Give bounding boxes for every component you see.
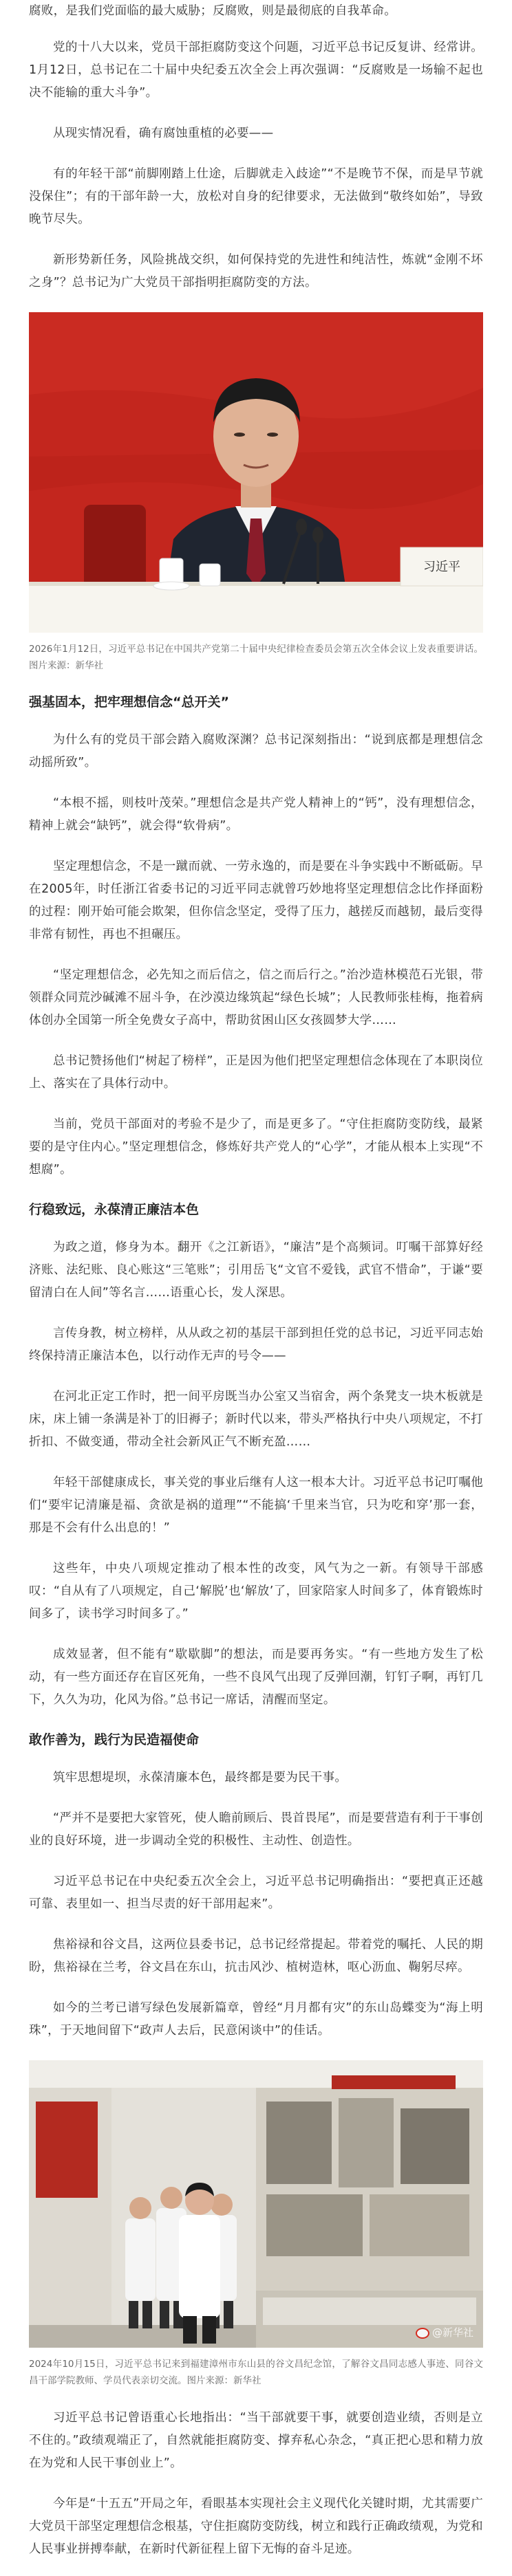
speech-illustration (29, 312, 483, 633)
intro-paragraph-5: 新形势新任务，风险挑战交织，如何保持党的先进性和纯洁性，炼就“金刚不坏之身”？总书记为广大党员干部指明拒腐防变的方法。 (29, 253, 483, 290)
figure-1-caption: 2026年1月12日，习近平总书记在中国共产党第二十届中央纪律检查委员会第五次全体会议上发表重要讲话。图片来源：新华社 (29, 644, 483, 671)
closing-paragraph-2: 今年是“十五五”开局之年，看眼基本实现社会主义现代化关键时期，尤其需要广大党员干部坚定理想信念根基，守住拒腐防变防线，树立和践行正确政绩观，为党和人民事业拼搏奉献，在新时代新征程上留下无悔的奋斗足迹。 (29, 2497, 483, 2556)
section-2-paragraph-1: 为政之道，修身为本。翻开《之江新语》，“廉洁”是个高频词。叮嘱干部算好经济账、法纪账、良心账这“三笔账”；引用岳飞“文官不爱钱，武官不惜命”，于谦“要留清白在人间”等名言……语重心长，发人深思。 (29, 1241, 483, 1300)
intro-paragraph-1: 腐败，是我们党面临的最大威胁；反腐败，则是最彻底的自我革命。 (29, 4, 396, 18)
section-3-paragraph-2: “严并不是要把大家管死，使人瞻前顾后、畏首畏尾”，而是要营造有利于干事创业的良好环境，进一步调动全党的积极性、主动性、创造性。 (29, 1811, 483, 1848)
nameplate-text: 习近平 (423, 560, 460, 574)
watermark-text: @新华社 (431, 2326, 473, 2339)
intro-paragraph-3: 从现实情况看，确有腐蚀重植的必要—— (53, 127, 274, 140)
figure-1 (29, 312, 483, 674)
section-3-paragraph-1: 筑牢思想堤坝，永葆清廉本色，最终都是要为民干事。 (53, 1771, 348, 1784)
section-3-title: 敢作善为，践行为民造福使命 (29, 1732, 200, 1747)
section-3-paragraph-4: 焦裕禄和谷文昌，这两位县委书记，总书记经常提起。带着党的嘱托、人民的期盼，焦裕禄在兰考，谷文昌在东山，抗击风沙、植树造林，呕心沥血、鞠躬尽瘁。 (29, 1938, 483, 1974)
watermark (416, 2325, 473, 2339)
figure-2-caption: 2024年10月15日，习近平总书记来到福建漳州市东山县的谷文昌纪念馆，了解谷文昌同志感人事迹、同谷文昌干部学院教师、学员代表亲切交流。图片来源：新华社 (29, 2359, 483, 2386)
intro-paragraph-2: 党的十八大以来，党员干部拒腐防变这个问题，习近平总书记反复讲、经常讲。1月12日，总书记在二十届中央纪委五次全会上再次强调：“反腐败是一场输不起也决不能输的重大斗争”。 (29, 41, 483, 100)
section-2-paragraph-3: 在河北正定工作时，把一间平房既当办公室又当宿舍，两个条凳支一块木板就是床，床上铺一条满是补丁的旧褥子；新时代以来，带头严格执行中央八项规定，不打折扣、不做变通，带动全社会新风正气不断充盈…… (29, 1390, 483, 1449)
weibo-icon (416, 2328, 429, 2339)
photo-speech[interactable] (29, 312, 483, 633)
intro-paragraph-4: 有的年轻干部“前脚刚踏上仕途，后脚就走入歧途”“不是晚节不保，而是早节就没保住”；有的干部年龄一大，放松对自身的纪律要求，无法做到“敬终如始”，导致晚节尽失。 (29, 167, 483, 226)
section-3-paragraph-5: 如今的兰考已谱写绿色发展新篇章，曾经“月月都有灾”的东山岛蝶变为“海上明珠”，于天地间留下“政声人去后，民意闲谈中”的佳话。 (29, 2001, 483, 2038)
section-1-paragraph-6: 当前，党员干部面对的考验不是少了，而是更多了。“守住拒腐防变防线，最紧要的是守住内心。”坚定理想信念，修炼好共产党人的“心学”，才能从根本上实现“不想腐”。 (29, 1117, 483, 1177)
section-2-paragraph-5: 这些年，中央八项规定推动了根本性的改变，风气为之一新。有领导干部感叹：“自从有了八项规定，自己‘解脱’也‘解放’了，回家陪家人时间多了，体育锻炼时间多了，读书学习时间多了。” (29, 1562, 483, 1621)
section-1-paragraph-4: “坚定理想信念，必先知之而后信之，信之而后行之。”治沙造林模范石光银，带领群众同荒沙碱滩不屈斗争，在沙漠边缘筑起“绿色长城”；人民教师张桂梅，拖着病体创办全国第一所全免费女子高中，帮助贫困山区女孩圆梦大学…… (29, 968, 483, 1027)
section-2-paragraph-6: 成效显著，但不能有“歇歇脚”的想法，而是要再务实。“有一些地方发生了松动，有一些方面还存在盲区死角，一些不良风气出现了反弹回潮，钉钉子啊，再钉几下，久久为功，化风为俗。”总书记一席话，清醒而坚定。 (29, 1648, 483, 1707)
section-1-paragraph-1: 为什么有的党员干部会踏入腐败深渊？总书记深刻指出：“说到底都是理想信念动摇所致”。 (29, 733, 483, 769)
section-2-paragraph-4: 年轻干部健康成长，事关党的事业后继有人这一根本大计。习近平总书记叮嘱他们“要牢记清廉是福、贪欲是祸的道理”“不能搞‘千里来当官，只为吃和穿’那一套，那是不会有什么出息的！” (29, 1476, 483, 1535)
museum-illustration (29, 2060, 483, 2348)
closing-paragraph-1: 习近平总书记曾语重心长地指出：“当干部就要干事，就要创造业绩，否则是立不住的。”政绩观端正了，自然就能拒腐防变、撑弃私心杂念，“真正把心思和精力放在为党和人民干事创业上”。 (29, 2411, 483, 2470)
figure-2 (29, 2060, 483, 2389)
photo-museum-visit[interactable] (29, 2060, 483, 2348)
section-2-paragraph-2: 言传身教，树立榜样，从从政之初的基层干部到担任党的总书记，习近平同志始终保持清正廉洁本色，以行动作无声的号令—— (29, 1327, 483, 1363)
section-1-title: 强基固本，把牢理想信念“总开关” (29, 695, 229, 710)
section-3-paragraph-3: 习近平总书记在中央纪委五次全会上，习近平总书记明确指出：“要把真正还越可靠、表里如一、担当尽责的好干部用起来”。 (29, 1875, 483, 1911)
section-1-paragraph-2: “本根不摇，则枝叶茂荣。”理想信念是共产党人精神上的“钙”，没有理想信念，精神上就会“缺钙”，就会得“软骨病”。 (29, 796, 483, 833)
section-2-title: 行稳致远，永葆清正廉洁本色 (29, 1202, 200, 1217)
section-1-paragraph-3: 坚定理想信念，不是一蹴而就、一劳永逸的，而是要在斗争实践中不断砥砺。早在2005年，时任浙江省委书记的习近平同志就曾巧妙地将坚定理想信念比作择面粉的过程：刚开始可能会欺架，但你信念坚定，受得了压力，越搓反而越韧，最后变得非常有韧性，再也不担碾压。 (29, 860, 483, 941)
section-1-paragraph-5: 总书记赞扬他们“树起了榜样”，正是因为他们把坚定理想信念体现在了本职岗位上、落实在了具体行动中。 (29, 1054, 483, 1091)
